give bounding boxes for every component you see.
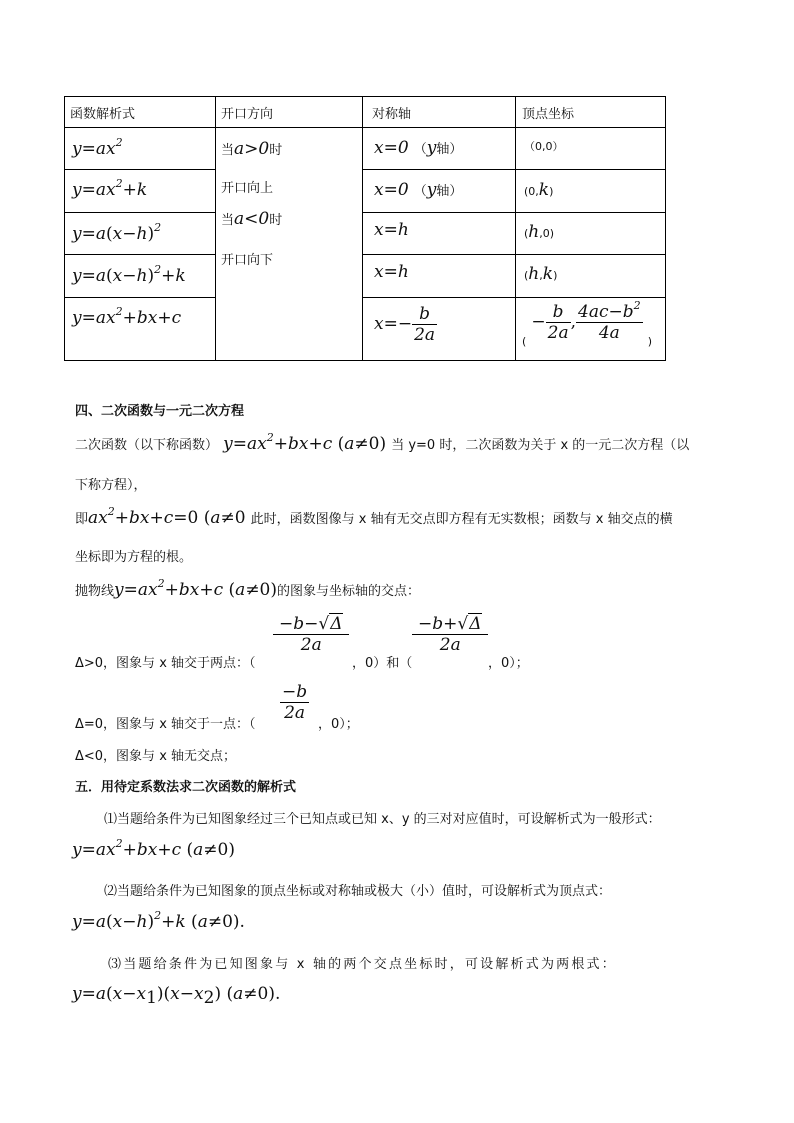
case-1-text: ⑴当题给条件为已知图象经过三个已知点或已知 x、y 的三对对应值时，可设解析式为一般形式：	[104, 812, 661, 827]
formula-2: $y=ax^2+k$	[72, 177, 148, 200]
vertex-row-1: （0,0）	[524, 140, 564, 153]
axis-row-3: x=h	[374, 220, 409, 240]
section-4-p1-line2: 下称方程），	[75, 478, 147, 493]
delta-positive-end: ，0）；	[488, 656, 529, 671]
delta-positive-line: Δ>0，图象与 x 轴交于两点：（	[75, 656, 256, 671]
formula-5: $y=ax^2+bx+c$	[72, 305, 182, 328]
section-4-title: 四、二次函数与一元二次方程	[75, 404, 245, 419]
case-3-text: ⑶当题给条件为已知图象与 x 轴的两个交点坐标时，可设解析式为两根式：	[108, 957, 617, 972]
case-1-formula: $y=ax^2+bx+c$ (a≠0)	[72, 837, 235, 860]
axis-row-5: x=− $\frac{b}{2a}$	[374, 304, 436, 345]
axis-row-2: x=0 （y轴）	[374, 180, 463, 200]
opening-negative: 当a<0时	[221, 209, 283, 229]
double-root-fraction: $\frac{-b}{2a}$	[282, 682, 308, 723]
header-vertex: 顶点坐标	[522, 107, 575, 122]
vertex-row-3: (h,0)	[524, 222, 555, 242]
section-4-p2-line1: 即$ax^2+bx+c=0$ (a≠0 此时，函数图像与 x 轴有无交点即方程有无实数根；函数与 x 轴交点的横	[75, 505, 673, 528]
section-4-p1-line1: 二次函数（以下称函数） $y=ax^2+bx+c$ (a≠0) 当 y=0 时，二次函数为关于 x 的一元二次方程（以	[75, 431, 690, 454]
formula-1: $y=ax^2$	[72, 136, 123, 159]
opening-positive: 当a>0时	[221, 139, 283, 159]
section-5-title: 五．用待定系数法求二次函数的解析式	[75, 780, 297, 795]
delta-zero-line: Δ=0，图象与 x 轴交于一点：（	[75, 717, 256, 732]
vertex-row-2: (0,k)	[524, 180, 554, 200]
header-formula: 函数解析式	[70, 107, 136, 122]
delta-negative-line: Δ<0，图象与 x 轴无交点；	[75, 749, 237, 764]
opening-down: 开口向下	[221, 253, 274, 268]
formula-4: $y=a(x-h)^2+k$	[72, 263, 186, 286]
delta-positive-and: ，0）和（	[352, 656, 413, 671]
axis-row-1: x=0 （y轴）	[374, 138, 463, 158]
formula-3: $y=a(x-h)^2$	[72, 221, 162, 244]
case-2-text: ⑵当题给条件为已知图象的顶点坐标或对称轴或极大（小）值时，可设解析式为顶点式：	[104, 884, 612, 899]
root-fraction-minus: $\frac{-b-√\Delta}{2a}$	[273, 614, 349, 655]
root-fraction-plus: $\frac{-b+√\Delta}{2a}$	[412, 614, 488, 655]
vertex-row-5: $_($ − $\frac{b}{2a}$ , $\frac{4ac-b^2}{4a}$ $_)$	[522, 299, 652, 348]
section-4-p3: 抛物线$y=ax^2+bx+c$ (a≠0)的图象与坐标轴的交点：	[75, 577, 421, 600]
case-3-formula: $y=a(x-x_1)(x-x_2)$ (a≠0).	[72, 984, 281, 1008]
quadratic-function-table	[64, 96, 666, 361]
vertex-row-4: (h,k)	[524, 264, 558, 284]
header-axis: 对称轴	[372, 107, 412, 122]
delta-zero-end: ，0）；	[318, 717, 359, 732]
opening-up: 开口向上	[221, 181, 274, 196]
case-2-formula: $y=a(x-h)^2+k$ (a≠0).	[72, 909, 245, 932]
header-opening: 开口方向	[221, 107, 274, 122]
section-4-p2-line2: 坐标即为方程的根。	[75, 550, 193, 565]
axis-row-4: x=h	[374, 262, 409, 282]
